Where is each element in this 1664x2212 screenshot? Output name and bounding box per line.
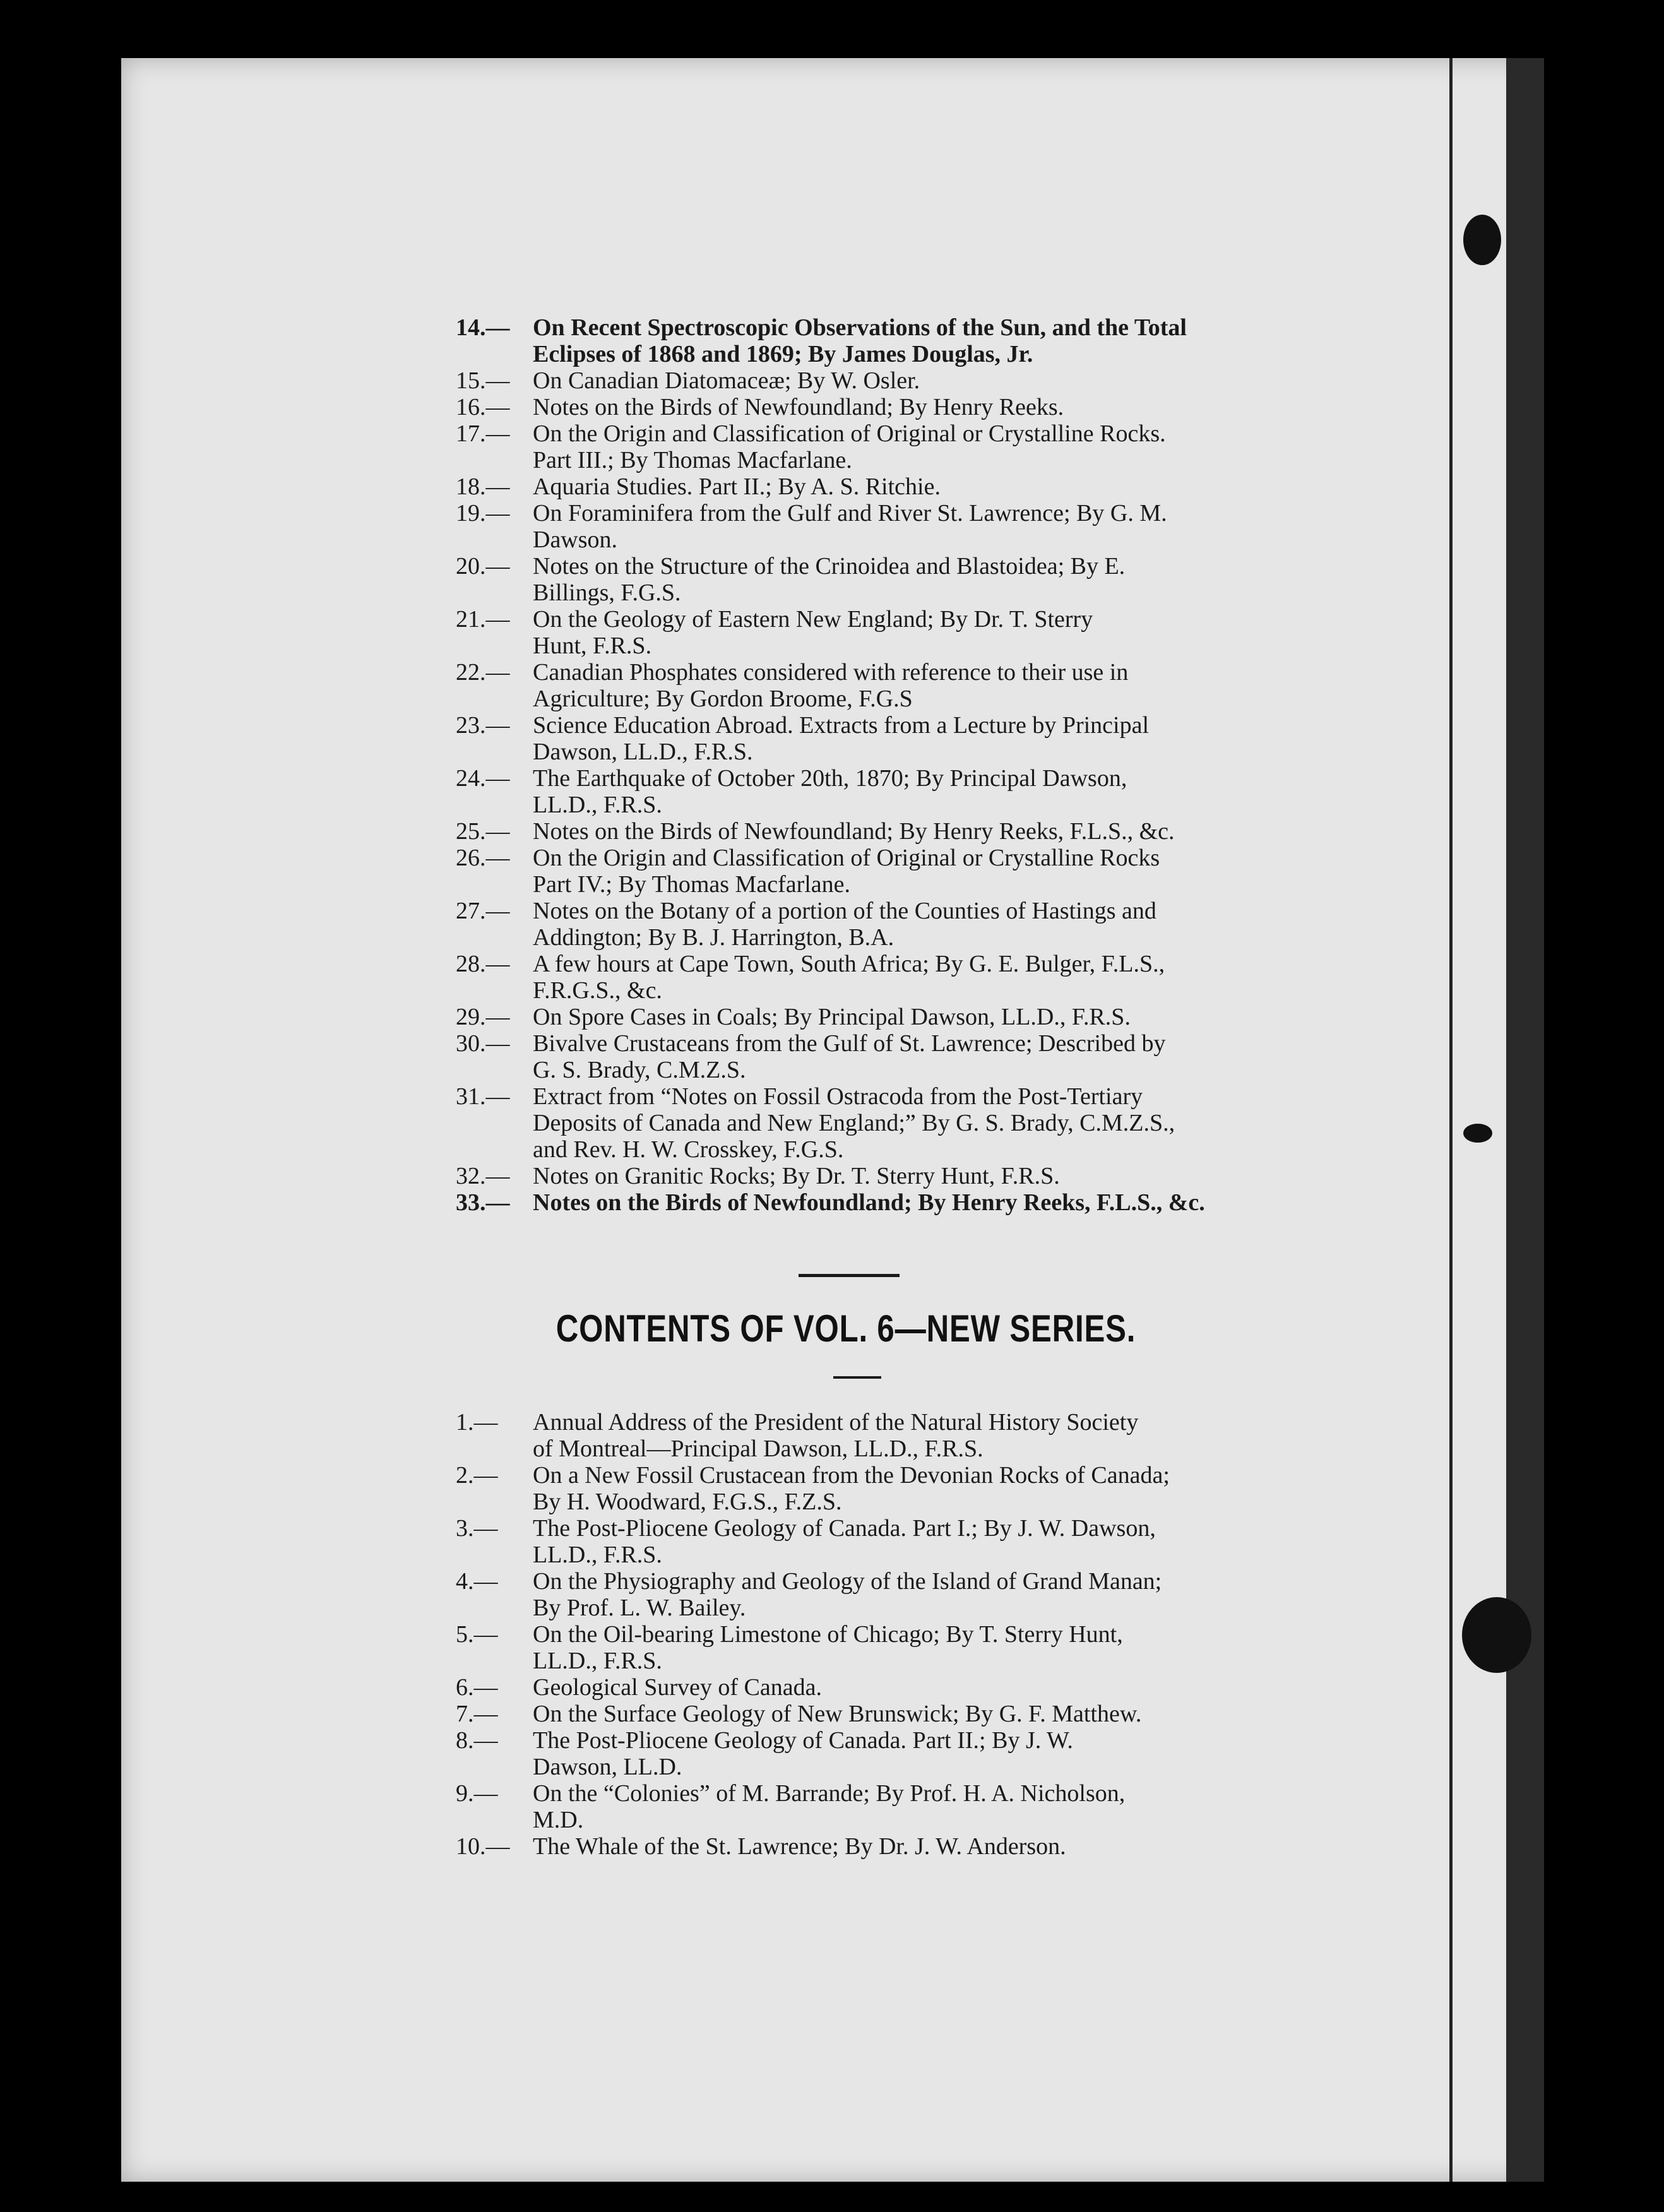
entry-number: 15.— — [456, 367, 510, 394]
entry-title: Aquaria Studies. Part II.; By A. S. Ritchie. — [533, 473, 941, 500]
entry-title: On the Origin and Classification of Original or Crystalline Rocks. — [533, 420, 1166, 447]
contents-entry — [456, 420, 1302, 473]
entry-continuation: Billings, F.G.S. — [533, 580, 681, 606]
entry-title: On the Physiography and Geology of the Island of Grand Manan; — [533, 1568, 1162, 1595]
entry-title: On the “Colonies” of M. Barrande; By Prof. H. A. Nicholson, — [533, 1780, 1126, 1807]
vol5-contents-list — [456, 314, 1302, 1216]
contents-entry — [456, 1727, 1276, 1780]
entry-number: 28.— — [456, 951, 510, 977]
contents-entry — [456, 951, 1302, 1004]
next-page-edge — [1506, 58, 1544, 2182]
entry-number: 7.— — [456, 1701, 498, 1727]
entry-continuation: of Montreal—Principal Dawson, LL.D., F.R.S. — [533, 1436, 984, 1462]
entry-title: Notes on Granitic Rocks; By Dr. T. Sterry Hunt, F.R.S. — [533, 1163, 1060, 1189]
entry-number: 18.— — [456, 473, 510, 500]
contents-entry — [456, 1462, 1276, 1515]
entry-title: Notes on the Birds of Newfoundland; By Henry Reeks. — [533, 394, 1064, 420]
entry-continuation: Hunt, F.R.S. — [533, 633, 652, 659]
contents-entry — [456, 1189, 1302, 1216]
entry-number: 14.— — [456, 314, 510, 341]
entry-continuation: G. S. Brady, C.M.Z.S. — [533, 1057, 746, 1083]
entry-title: On the Origin and Classification of Original or Crystalline Rocks — [533, 845, 1160, 871]
entry-title: On the Surface Geology of New Brunswick; By G. F. Matthew. — [533, 1701, 1142, 1727]
contents-entry — [456, 1515, 1276, 1568]
ink-blot — [1463, 215, 1501, 265]
entry-continuation: LL.D., F.R.S. — [533, 1648, 662, 1674]
entry-continuation: By Prof. L. W. Bailey. — [533, 1595, 746, 1621]
entry-title: The Earthquake of October 20th, 1870; By Principal Dawson, — [533, 765, 1127, 792]
entry-number: 20.— — [456, 553, 510, 580]
entry-number: 1.— — [456, 1409, 498, 1436]
contents-entry — [456, 1780, 1276, 1833]
contents-entry — [456, 473, 1302, 500]
entry-title: Geological Survey of Canada. — [533, 1674, 822, 1701]
entry-number: 23.— — [456, 712, 510, 739]
contents-entry — [456, 1833, 1276, 1860]
entry-number: 3.— — [456, 1515, 498, 1542]
contents-entry — [456, 314, 1302, 367]
entry-number: 32.— — [456, 1163, 510, 1189]
entry-number: 6.— — [456, 1674, 498, 1701]
entry-number: 19.— — [456, 500, 510, 526]
entry-title: The Post-Pliocene Geology of Canada. Part I.; By J. W. Dawson, — [533, 1515, 1156, 1542]
entry-continuation: Dawson. — [533, 526, 618, 553]
heading-underline — [833, 1376, 881, 1379]
entry-number: 30.— — [456, 1030, 510, 1057]
entry-number: 31.— — [456, 1083, 510, 1110]
entry-number: 8.— — [456, 1727, 498, 1754]
entry-continuation: LL.D., F.R.S. — [533, 792, 662, 818]
entry-number: 27.— — [456, 898, 510, 924]
entry-continuation: Part IV.; By Thomas Macfarlane. — [533, 871, 851, 898]
entry-number: 22.— — [456, 659, 510, 686]
contents-entry — [456, 606, 1302, 659]
entry-continuation: LL.D., F.R.S. — [533, 1542, 662, 1568]
entry-continuation: Part III.; By Thomas Macfarlane. — [533, 447, 852, 473]
entry-title: Canadian Phosphates considered with reference to their use in — [533, 659, 1129, 686]
section-divider — [799, 1274, 900, 1277]
entry-title: The Post-Pliocene Geology of Canada. Part II.; By J. W. — [533, 1727, 1073, 1754]
section-heading: CONTENTS OF VOL. 6—NEW SERIES. — [556, 1307, 1136, 1350]
entry-title: Notes on the Birds of Newfoundland; By Henry Reeks, F.L.S., &c. — [533, 818, 1175, 845]
contents-entry — [456, 845, 1302, 898]
entry-number: 10.— — [456, 1833, 510, 1860]
entry-number: 16.— — [456, 394, 510, 420]
contents-entry — [456, 1030, 1302, 1083]
contents-entry — [456, 553, 1302, 606]
contents-entry — [456, 1701, 1276, 1727]
entry-title: On Canadian Diatomaceæ; By W. Osler. — [533, 367, 920, 394]
entry-number: 26.— — [456, 845, 510, 871]
entry-continuation: Eclipses of 1868 and 1869; By James Douglas, Jr. — [533, 341, 1033, 367]
entry-title: On Foraminifera from the Gulf and River St. Lawrence; By G. M. — [533, 500, 1167, 526]
entry-number: 24.— — [456, 765, 510, 792]
entry-title: Notes on the Botany of a portion of the Counties of Hastings and — [533, 898, 1156, 924]
contents-entry — [456, 818, 1302, 845]
entry-title: Bivalve Crustaceans from the Gulf of St. Lawrence; Described by — [533, 1030, 1166, 1057]
entry-number: 17.— — [456, 420, 510, 447]
entry-number: 5.— — [456, 1621, 498, 1648]
entry-continuation: F.R.G.S., &c. — [533, 977, 662, 1004]
contents-entry — [456, 712, 1302, 765]
contents-entry — [456, 765, 1302, 818]
contents-entry — [456, 1621, 1276, 1674]
contents-entry — [456, 1136, 1302, 1163]
entry-number: 25.— — [456, 818, 510, 845]
entry-continuation: Dawson, LL.D. — [533, 1754, 682, 1780]
entry-title: Notes on the Birds of Newfoundland; By Henry Reeks, F.L.S., &c. — [533, 1189, 1205, 1216]
contents-entry — [456, 1004, 1302, 1030]
vol6-contents-list — [456, 1409, 1276, 1860]
contents-entry — [456, 1083, 1302, 1136]
contents-entry — [456, 367, 1302, 394]
contents-entry — [456, 1674, 1276, 1701]
entry-number: 21.— — [456, 606, 510, 633]
entry-number: 9.— — [456, 1780, 498, 1807]
entry-number: 4.— — [456, 1568, 498, 1595]
entry-title: Science Education Abroad. Extracts from a Lecture by Principal — [533, 712, 1150, 739]
entry-continuation: By H. Woodward, F.G.S., F.Z.S. — [533, 1489, 842, 1515]
entry-number: 33.— — [456, 1189, 510, 1216]
entry-continuation: Dawson, LL.D., F.R.S. — [533, 739, 753, 765]
contents-entry — [456, 1568, 1276, 1621]
entry-title: On the Oil-bearing Limestone of Chicago; By T. Sterry Hunt, — [533, 1621, 1123, 1648]
contents-entry — [456, 394, 1302, 420]
entry-title: On Recent Spectroscopic Observations of the Sun, and the Total — [533, 314, 1187, 341]
contents-entry — [456, 500, 1302, 553]
entry-title: A few hours at Cape Town, South Africa; By G. E. Bulger, F.L.S., — [533, 951, 1165, 977]
contents-entry — [456, 1409, 1276, 1462]
entry-title: On Spore Cases in Coals; By Principal Dawson, LL.D., F.R.S. — [533, 1004, 1131, 1030]
contents-entry — [456, 1163, 1302, 1189]
entry-number: 2.— — [456, 1462, 498, 1489]
entry-continuation: M.D. — [533, 1807, 584, 1833]
contents-entry — [456, 659, 1302, 712]
entry-number: 29.— — [456, 1004, 510, 1030]
entry-continuation: Addington; By B. J. Harrington, B.A. — [533, 924, 894, 951]
entry-title: On the Geology of Eastern New England; By Dr. T. Sterry — [533, 606, 1093, 633]
ink-blot — [1463, 1124, 1492, 1143]
entry-continuation: Agriculture; By Gordon Broome, F.G.S — [533, 686, 913, 712]
page-fold-line — [1449, 58, 1453, 2182]
entry-continuation: Deposits of Canada and New England;” By G. S. Brady, C.M.Z.S., — [533, 1110, 1175, 1136]
entry-title: On a New Fossil Crustacean from the Devonian Rocks of Canada; — [533, 1462, 1170, 1489]
entry-title: Notes on the Structure of the Crinoidea and Blastoidea; By E. — [533, 553, 1126, 580]
entry-title: Extract from “Notes on Fossil Ostracoda from the Post-Tertiary — [533, 1083, 1143, 1110]
entry-title: The Whale of the St. Lawrence; By Dr. J. W. Anderson. — [533, 1833, 1066, 1860]
entry-continuation: and Rev. H. W. Crosskey, F.G.S. — [533, 1136, 844, 1163]
ink-blot — [1462, 1597, 1531, 1673]
entry-title: Annual Address of the President of the Natural History Society — [533, 1409, 1139, 1436]
contents-entry — [456, 898, 1302, 951]
